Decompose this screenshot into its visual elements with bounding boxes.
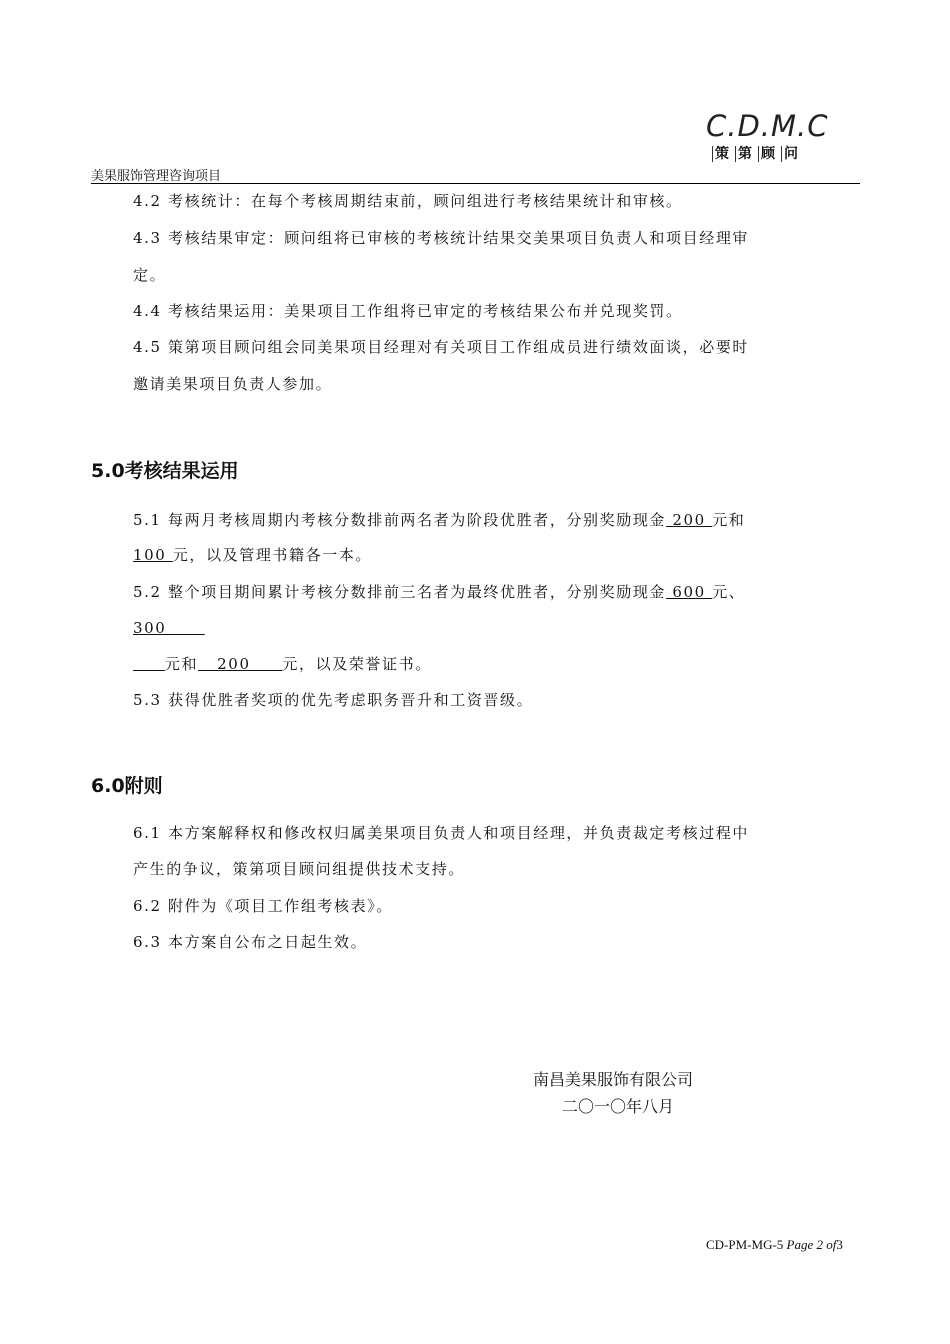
- paragraph-6-2: 6.2 附件为《项目工作组考核表》。: [133, 897, 393, 915]
- logo-subtitle: [712, 146, 816, 162]
- text: 元，以及荣誉证书。: [282, 655, 432, 673]
- page-word: Page: [786, 1237, 814, 1252]
- amount-blank: 300: [133, 619, 205, 637]
- page-footer: [706, 1237, 843, 1253]
- company-logo: [706, 109, 829, 162]
- text: 元，以及管理书籍各一本。: [172, 546, 373, 564]
- text: 5.2 整个项目期间累计考核分数排前三名者为最终优胜者，分别奖励现金: [133, 583, 667, 601]
- text: 元和: [164, 655, 199, 673]
- logo-char: 问: [781, 146, 798, 162]
- paragraph-6-3: 6.3 本方案自公布之日起生效。: [133, 933, 368, 951]
- logo-char: 第: [735, 146, 752, 162]
- doc-code: CD-PM-MG-5: [706, 1237, 784, 1252]
- paragraph-5-3: 5.3 获得优胜者奖项的优先考虑职务晋升和工资晋级。: [133, 691, 534, 709]
- section-heading-6: 6.0附则: [91, 775, 163, 797]
- paragraph-6-1-line2: 产生的争议，策第项目顾问组提供技术支持。: [133, 860, 466, 878]
- amount-blank: 100: [133, 546, 173, 564]
- text: 5.1 每两月考核周期内考核分数排前两名者为阶段优胜者，分别奖励现金: [133, 511, 667, 529]
- paragraph-4-5-line2: 邀请美果项目负责人参加。: [133, 375, 333, 393]
- paragraph-6-1-line1: 6.1 本方案解释权和修改权归属美果项目负责人和项目经理，并负责裁定考核过程中: [133, 824, 750, 842]
- signature-company: 南昌美果服饰有限公司: [533, 1070, 694, 1089]
- logo-char: 策: [712, 146, 729, 162]
- paragraph-4-4: 4.4 考核结果运用：美果项目工作组将已审定的考核结果公布并兑现奖罚。: [133, 302, 683, 320]
- page-total: 3: [836, 1237, 843, 1252]
- paragraph-4-3-line2: 定。: [133, 266, 167, 284]
- logo-char: 顾: [758, 146, 775, 162]
- paragraph-5-2-line2: [133, 610, 860, 646]
- paragraph-5-2-line3: [133, 646, 860, 682]
- text: 元和: [712, 511, 746, 529]
- page-current: 2: [816, 1237, 824, 1252]
- paragraph-4-2: 4.2 考核统计：在每个考核周期结束前，顾问组进行考核结果统计和审核。: [133, 192, 683, 210]
- header-project-name: 美果服饰管理咨询项目: [91, 169, 222, 184]
- blank: [133, 655, 165, 673]
- paragraph-5-2-line1: [133, 574, 860, 610]
- amount-blank: 200: [666, 511, 713, 529]
- paragraph-4-3-line1: 4.3 考核结果审定：顾问组将已审核的考核统计结果交美果项目负责人和项目经理审: [133, 229, 750, 247]
- page-of: of: [826, 1237, 837, 1252]
- text: 元、: [712, 583, 746, 601]
- signature-date: 二〇一〇年八月: [562, 1097, 675, 1116]
- paragraph-4-5-line1: 4.5 策第项目顾问组会同美果项目经理对有关项目工作组成员进行绩效面谈，必要时: [133, 338, 750, 356]
- logo-main-text: C.D.M.C: [706, 109, 829, 143]
- paragraph-5-1-line1: [133, 502, 860, 538]
- section-heading-5: 5.0考核结果运用: [91, 460, 239, 482]
- amount-blank: 600: [666, 583, 713, 601]
- paragraph-5-1-line2: [133, 537, 860, 573]
- amount-blank: 200: [198, 655, 283, 673]
